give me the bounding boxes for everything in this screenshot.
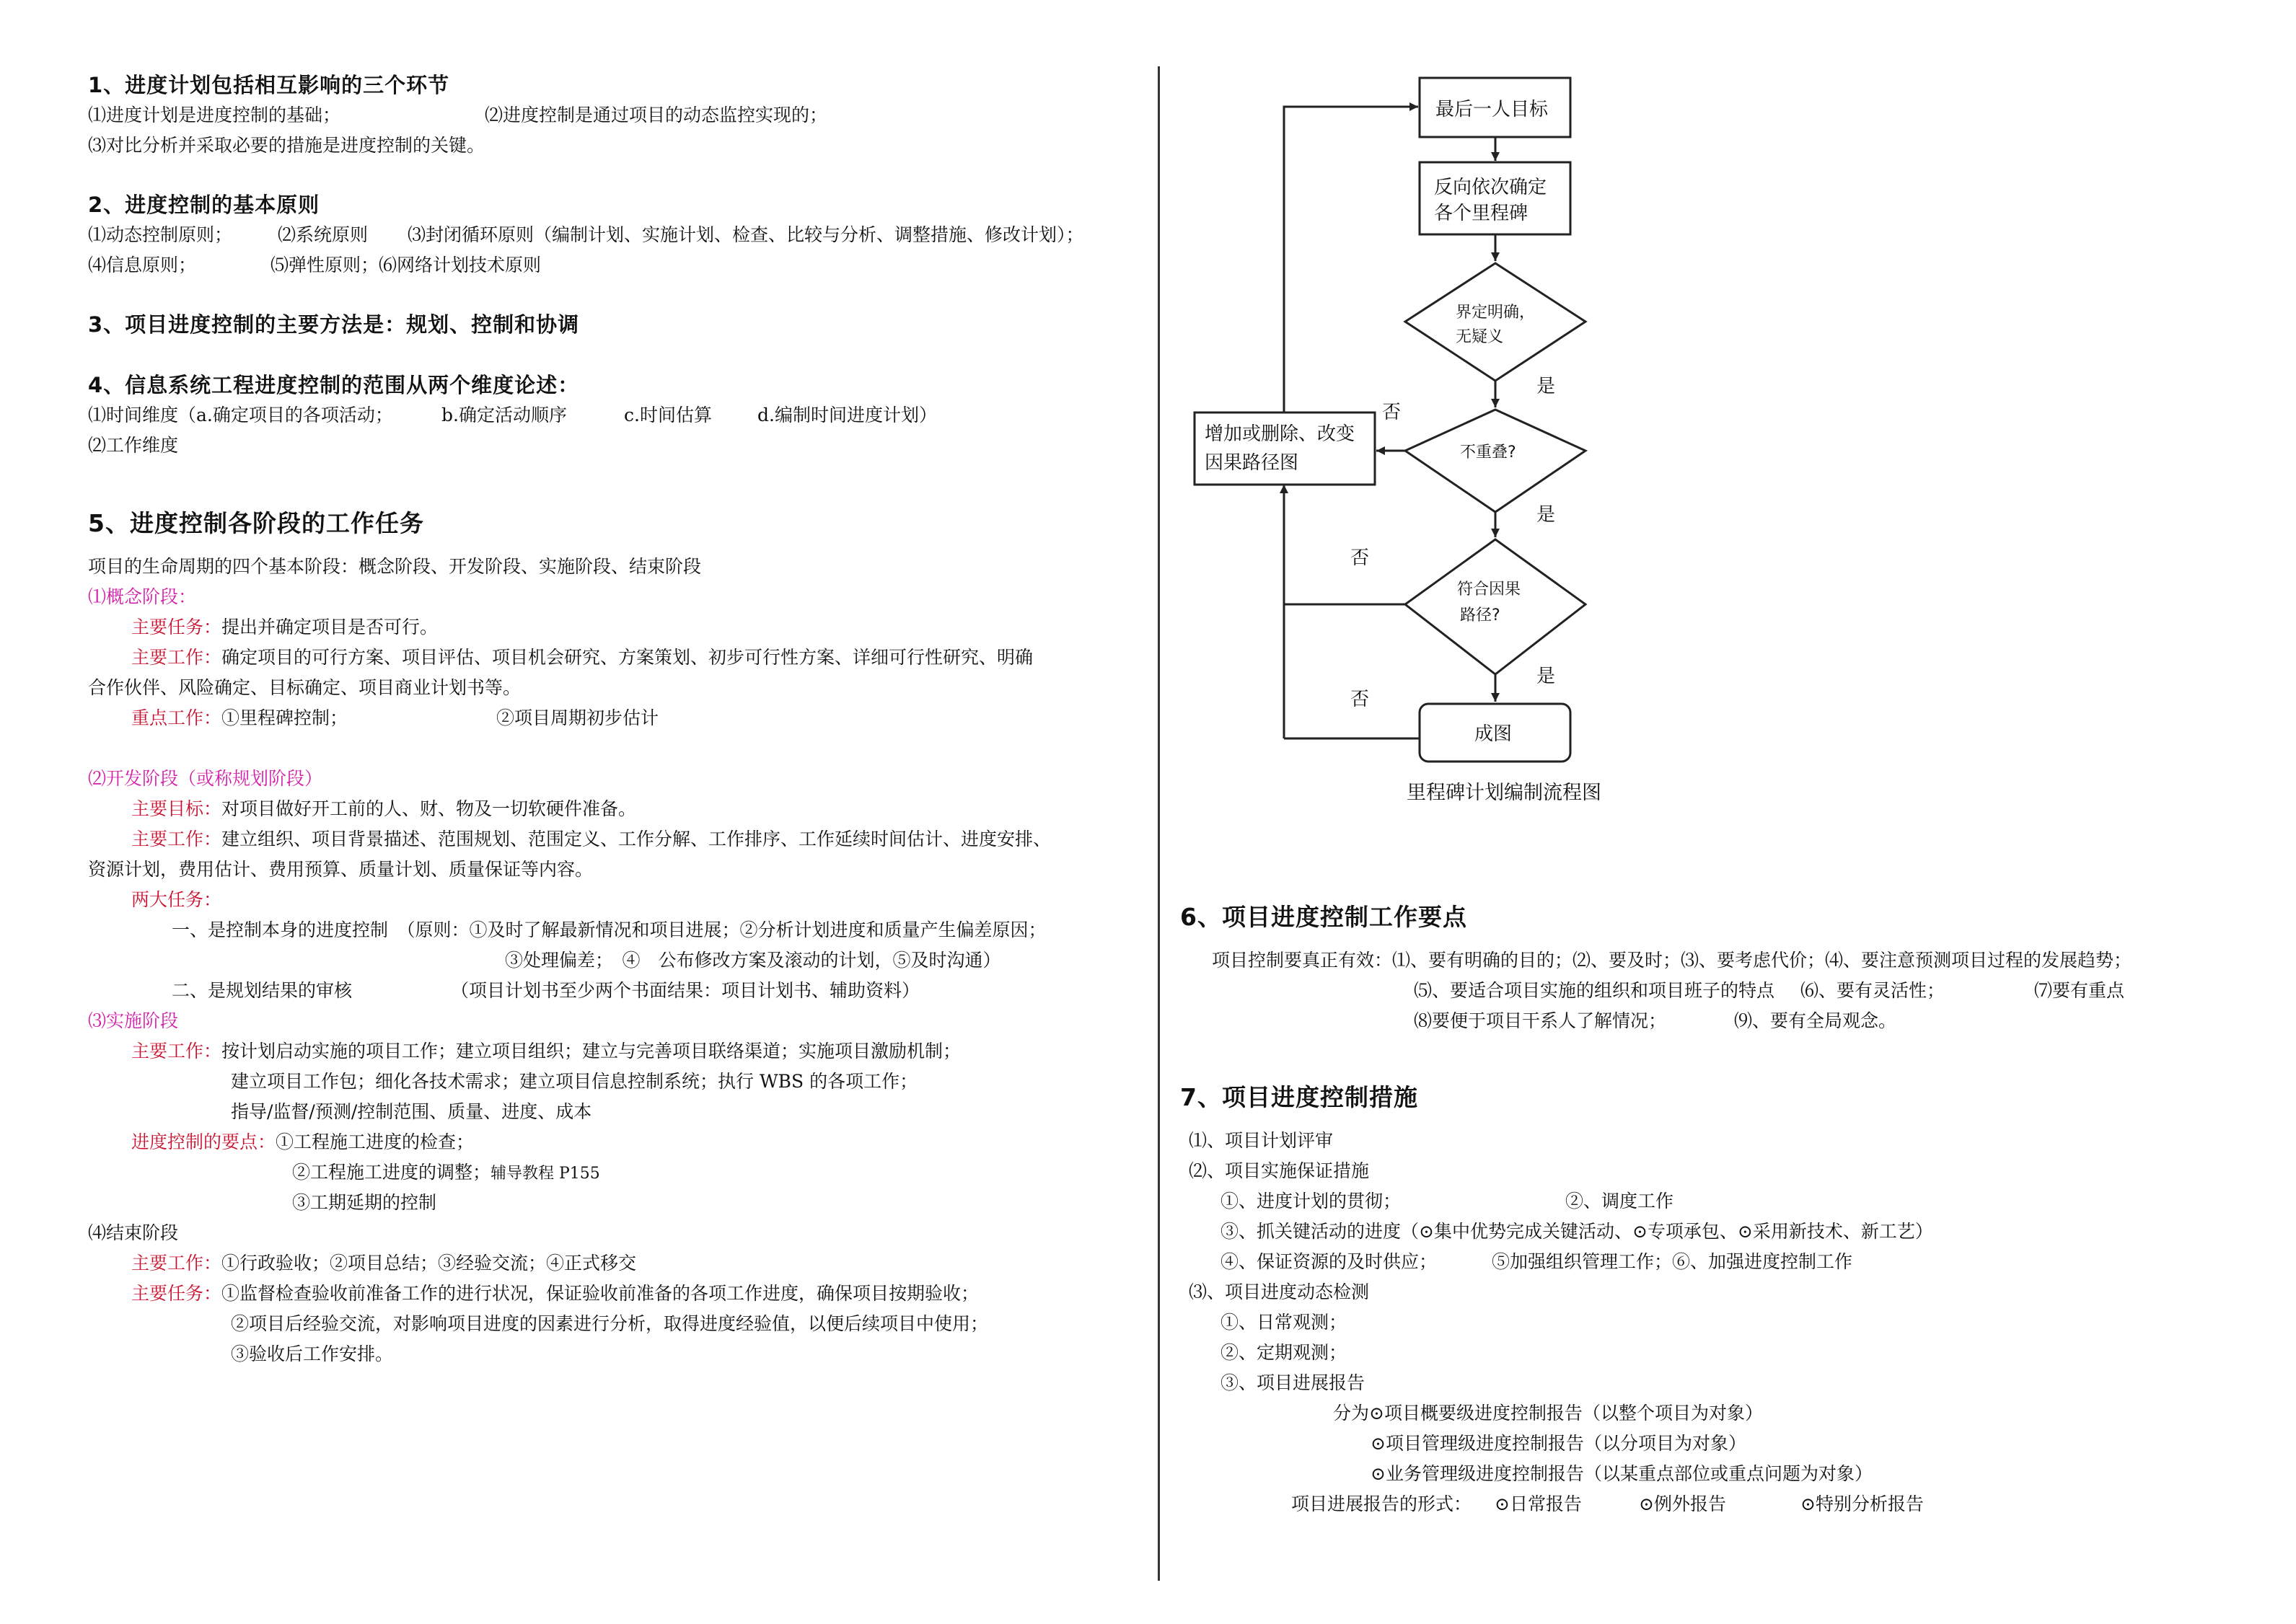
phase-3-work-3: 指导/监督/预测/控制范围、质量、进度、成本	[231, 1101, 592, 1122]
section-1-title: 1、进度计划包括相互影响的三个环节	[88, 73, 450, 97]
section-2-item-2: ⑵系统原则	[278, 224, 369, 245]
section-7-title: 7、项目进度控制措施	[1180, 1083, 1418, 1111]
phase-3-work-2: 建立项目工作包；细化各技术需求；建立项目信息控制系统；执行 WBS 的各项工作；	[231, 1071, 918, 1092]
phase-4-task-2: ②项目后经验交流，对影响项目进度的因素进行分析，取得进度经验值，以便后续项目中使用；	[231, 1313, 989, 1334]
phase-2-task-1-cont: ③处理偏差； ④ 公布修改方案及滚动的计划，⑤及时沟通）	[505, 950, 1001, 971]
phase-4-task-1: ①监督检查验收前准备工作的进行状况，保证验收前准备的各项工作进度，确保项目按期验收；	[221, 1283, 980, 1304]
section-4-line-1c: c.时间估算	[624, 405, 712, 425]
section-4-line-2: ⑵工作维度	[88, 435, 179, 456]
section-7-b1: ①、进度计划的贯彻；	[1220, 1191, 1402, 1212]
phase-2-task-2: 二、是规划结果的审核	[172, 980, 353, 1001]
section-1-item-1: ⑴进度计划是进度控制的基础；	[88, 105, 341, 125]
phase-1-focus-label: 重点工作：	[131, 707, 222, 728]
section-4-line-1b: b.确定活动顺序	[441, 405, 567, 425]
phase-1-focus-1: ①里程碑控制；	[221, 707, 348, 728]
decision-causal-label-1: 符合因果	[1457, 581, 1521, 599]
no-label-2: 否	[1350, 547, 1370, 569]
section-4-line-1d: d.编制时间进度计划）	[757, 405, 937, 425]
phase-3-work-text: 按计划启动实施的项目工作；建立项目组织；建立与完善项目联络渠道；实施项目激励机制；	[221, 1041, 962, 1062]
phase-1-task-label: 主要任务：	[131, 617, 222, 637]
section-2-item-5: ⑸弹性原则；⑹网络计划技术原则	[270, 255, 542, 275]
section-6-line-2a: ⑸、要适合项目实施的组织和项目班子的特点	[1414, 980, 1775, 1001]
node-milestones-label-2: 各个里程碑	[1434, 203, 1529, 224]
section-1-item-3: ⑶对比分析并采取必要的措施是进度控制的关键。	[88, 135, 485, 156]
section-7-report-1: 分为⊙项目概要级进度控制报告（以整个项目为对象）	[1333, 1403, 1763, 1424]
loop-back-arrow	[1284, 107, 1418, 424]
section-7-c1: ①、日常观测；	[1220, 1312, 1347, 1333]
phase-2-work-text: 建立组织、项目背景描述、范围规划、范围定义、工作分解、工作排序、工作延续时间估计、进度安排、	[221, 829, 1052, 849]
phase-2-work	[131, 825, 1051, 851]
phase-3-key	[131, 1128, 474, 1154]
phase-1-work-label: 主要工作：	[131, 647, 222, 668]
node-final-graph-label: 成图	[1474, 723, 1513, 745]
section-6-line-1: 项目控制要真正有效：⑴、要有明确的目的；⑵、要及时；⑶、要考虑代价；⑷、要注意预测项目过程的发展趋势；	[1212, 950, 2132, 971]
phase-4-work	[131, 1249, 636, 1275]
phase-2-goal-label: 主要目标：	[131, 798, 222, 819]
section-7-b3: ③、抓关键活动的进度（⊙集中优势完成关键活动、⊙专项承包、⊙采用新技术、新工艺）	[1220, 1221, 1933, 1242]
phase-2-work-label: 主要工作：	[131, 829, 222, 849]
section-2-item-1: ⑴动态控制原则；	[88, 224, 233, 245]
node-final-goal-label: 最后一人目标	[1435, 99, 1549, 120]
section-7-form-2: ⊙例外报告	[1639, 1493, 1726, 1514]
phase-1-focus	[131, 704, 348, 730]
yes-label-3: 是	[1536, 666, 1556, 687]
decision-causal-label-2: 路径?	[1460, 606, 1500, 625]
section-7-report-3: ⊙业务管理级进度控制报告（以某重点部位或重点问题为对象）	[1371, 1463, 1873, 1484]
milestone-flowchart	[1154, 58, 1688, 808]
phase-1-focus-2: ②项目周期初步估计	[496, 707, 659, 728]
phase-1-work-text: 确定项目的可行方案、项目评估、项目机会研究、方案策划、初步可行性方案、详细可行性研究、明确	[221, 647, 1034, 668]
section-6-line-2b: ⑹、要有灵活性；	[1800, 980, 1945, 1001]
yes-label-1: 是	[1536, 376, 1556, 397]
section-3-title: 3、项目进度控制的主要方法是：规划、控制和协调	[88, 312, 580, 337]
section-7-b: ⑵、项目实施保证措施	[1189, 1160, 1370, 1181]
node-adjust-label-1: 增加或删除、改变	[1205, 423, 1355, 445]
phase-2-work-cont: 资源计划，费用估计、费用预算、质量计划、质量保证等内容。	[88, 859, 594, 880]
section-7-c3: ③、项目进展报告	[1220, 1372, 1365, 1393]
phase-2-goal-text: 对项目做好开工前的人、财、物及一切软硬件准备。	[221, 798, 637, 819]
phase-2-task-2-note: （项目计划书至少两个书面结果：项目计划书、辅助资料）	[451, 980, 920, 1001]
phase-3-key-2	[292, 1158, 600, 1184]
flowchart-caption: 里程碑计划编制流程图	[1407, 782, 1601, 804]
phase-1-work	[131, 643, 1033, 669]
phase-3-key-label: 进度控制的要点：	[131, 1131, 276, 1152]
section-2-title: 2、进度控制的基本原则	[88, 193, 320, 217]
phase-3-key-1: ①工程施工进度的检查；	[276, 1131, 475, 1152]
section-7-c2: ②、定期观测；	[1220, 1342, 1347, 1363]
phase-4-task-label: 主要任务：	[131, 1283, 222, 1304]
section-6-line-2c: ⑺要有重点	[2034, 980, 2125, 1001]
section-2-item-4: ⑷信息原则；	[88, 255, 197, 275]
phase-2-task-1: 一、是控制本身的进度控制 （原则：①及时了解最新情况和项目进展；②分析计划进度和质量产生偏差原因；	[172, 919, 1047, 940]
phase-2-goal	[131, 795, 636, 821]
node-milestones-label-1: 反向依次确定	[1434, 177, 1547, 198]
yes-label-2: 是	[1536, 504, 1556, 526]
section-6-line-3a: ⑻要便于项目干系人了解情况；	[1414, 1010, 1667, 1031]
section-6-title: 6、项目进度控制工作要点	[1180, 903, 1467, 931]
section-7-form-1: ⊙日常报告	[1495, 1493, 1582, 1514]
phase-1-task-text: 提出并确定项目是否可行。	[221, 617, 439, 637]
phase-4-work-text: ①行政验收；②项目总结；③经验交流；④正式移交	[221, 1253, 637, 1274]
phase-3-title: ⑶实施阶段	[88, 1010, 179, 1031]
phase-1-title: ⑴概念阶段：	[88, 586, 197, 607]
section-7-a: ⑴、项目计划评审	[1189, 1130, 1334, 1151]
phase-2-two-tasks-label: 两大任务：	[131, 889, 222, 910]
phase-3-work	[131, 1037, 961, 1063]
section-7-report-2: ⊙项目管理级进度控制报告（以分项目为对象）	[1371, 1433, 1746, 1454]
section-4-line-1a: ⑴时间维度（a.确定项目的各项活动；	[88, 405, 393, 425]
phase-4-task	[131, 1279, 979, 1305]
section-7-b2: ②、调度工作	[1565, 1191, 1674, 1212]
section-1-item-2: ⑵进度控制是通过项目的动态监控实现的；	[485, 105, 828, 125]
section-7-forms-label: 项目进展报告的形式：	[1291, 1493, 1472, 1514]
phase-3-key-3: ③工期延期的控制	[292, 1192, 437, 1213]
decision-defined	[1405, 263, 1585, 381]
section-5-intro: 项目的生命周期的四个基本阶段：概念阶段、开发阶段、实施阶段、结束阶段	[88, 556, 702, 577]
section-7-form-3: ⊙特别分析报告	[1800, 1493, 1924, 1514]
no-label-3: 否	[1350, 689, 1370, 710]
no-label-1: 否	[1382, 402, 1402, 423]
section-2-item-3: ⑶封闭循环原则（编制计划、实施计划、检查、比较与分析、调整措施、修改计划）；	[408, 224, 1084, 245]
section-4-title: 4、信息系统工程进度控制的范围从两个维度论述：	[88, 373, 580, 397]
section-5-title: 5、进度控制各阶段的工作任务	[88, 509, 424, 537]
section-6-line-3b: ⑼、要有全局观念。	[1734, 1010, 1897, 1031]
decision-no-overlap-label: 不重叠?	[1460, 443, 1516, 462]
node-adjust-label-2: 因果路径图	[1205, 452, 1299, 474]
phase-4-work-label: 主要工作：	[131, 1253, 222, 1274]
decision-defined-label-1: 界定明确，	[1456, 304, 1536, 322]
phase-4-task-3: ③验收后工作安排。	[231, 1343, 394, 1364]
phase-3-key-2-text: ②工程施工进度的调整；	[292, 1162, 491, 1183]
phase-2-title: ⑵开发阶段（或称规划阶段）	[88, 768, 323, 789]
section-7-b4b: ⑤加强组织管理工作；⑥、加强进度控制工作	[1492, 1251, 1853, 1272]
section-7-c: ⑶、项目进度动态检测	[1189, 1281, 1370, 1302]
phase-4-title: ⑷结束阶段	[88, 1222, 179, 1243]
decision-defined-label-2: 无疑义	[1456, 328, 1504, 346]
phase-3-work-label: 主要工作：	[131, 1041, 222, 1062]
phase-1-task	[131, 613, 438, 639]
phase-1-work-cont: 合作伙伴、风险确定、目标确定、项目商业计划书等。	[88, 677, 522, 698]
section-7-b4a: ④、保证资源的及时供应；	[1220, 1251, 1438, 1272]
phase-3-key-2-note: 辅导教程 P155	[491, 1165, 600, 1183]
